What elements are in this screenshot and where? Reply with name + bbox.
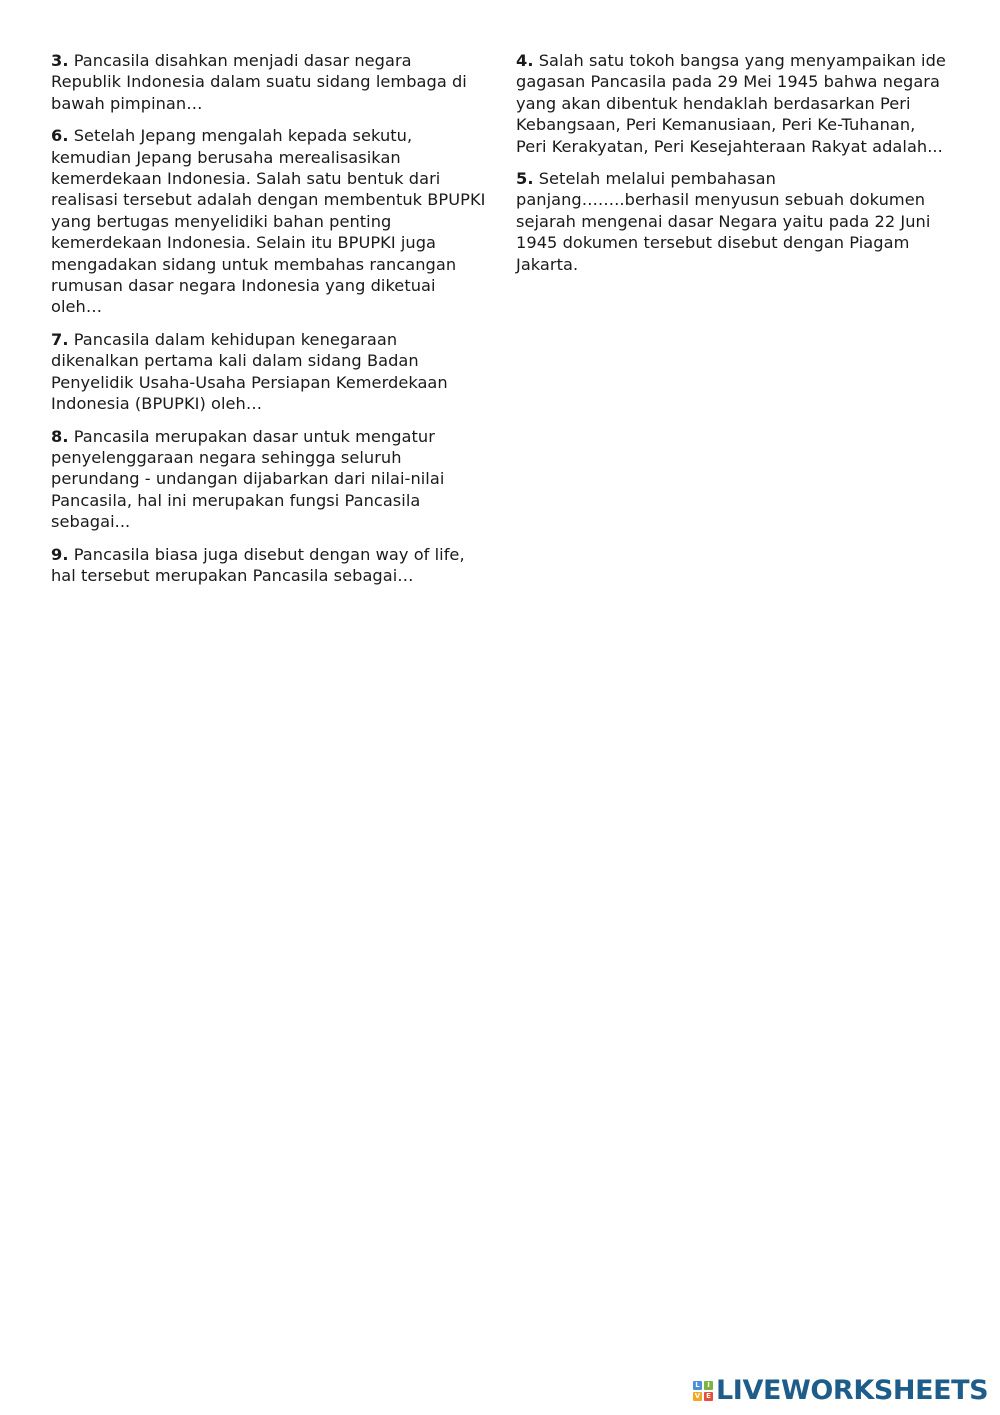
question-text: Pancasila merupakan dasar untuk mengatur penyelenggaraan negara sehingga seluruh perundang - undangan dijabarkan dari nilai-nilai Pancasila, hal ini merupakan fungsi Pancasila sebagai...	[51, 426, 445, 532]
question-5	[516, 168, 951, 275]
question-3	[51, 50, 486, 114]
question-7	[51, 329, 486, 415]
question-text: Setelah Jepang mengalah kepada sekutu, kemudian Jepang berusaha merealisasikan kemerdekaan Indonesia. Salah satu bentuk dari realisasi tersebut adalah dengan membentuk BPUPKI yang bertugas menyelidiki bahan penting kemerdekaan Indonesia. Selain itu BPUPKI juga mengadakan sidang untuk membahas rancangan rumusan dasar negara Indonesia yang diketuai oleh…	[51, 126, 486, 317]
question-number: 5.	[516, 169, 534, 189]
question-number: 3.	[51, 51, 69, 70]
question-number: 9.	[51, 544, 69, 564]
question-8	[51, 426, 486, 533]
left-column	[51, 50, 486, 597]
logo-icon	[693, 1381, 713, 1401]
question-text: Salah satu tokoh bangsa yang menyampaikan ide gagasan Pancasila pada 29 Mei 1945 bahwa negara yang akan dibentuk hendaklah berdasarkan Peri Kebangsaan, Peri Kemanusiaan, Peri Ke-Tuhanan, Peri Kerakyatan, Peri Kesejahteraan Rakyat adalah...	[516, 51, 946, 156]
liveworksheets-logo	[693, 1376, 988, 1406]
logo-cell-v: V	[694, 1392, 701, 1400]
question-text: Pancasila biasa juga disebut dengan way of life, hal tersebut merupakan Pancasila sebagai…	[51, 544, 465, 585]
logo-text: LIVEWORKSHEETS	[716, 1375, 989, 1406]
logo-cell-e: E	[704, 1392, 713, 1401]
question-6	[51, 125, 486, 318]
question-text: Pancasila dalam kehidupan kenegaraan dikenalkan pertama kali dalam sidang Badan Penyelidik Usaha-Usaha Persiapan Kemerdekaan Indonesia (BPUPKI) oleh…	[51, 329, 448, 414]
question-number: 4.	[516, 51, 534, 70]
logo-cell-l: L	[693, 1381, 702, 1390]
question-number: 7.	[51, 329, 69, 349]
question-text: Setelah melalui pembahasan panjang….….berhasil menyusun sebuah dokumen sejarah mengenai dasar Negara yaitu pada 22 Juni 1945 dokumen tersebut disebut dengan Piagam Jakarta.	[516, 169, 931, 274]
question-4	[516, 50, 951, 157]
question-number: 6.	[51, 126, 69, 146]
question-text: Pancasila disahkan menjadi dasar negara Republik Indonesia dalam suatu sidang lembaga di bawah pimpinan…	[51, 51, 467, 113]
question-number: 8.	[51, 426, 69, 446]
logo-cell-i: I	[704, 1381, 713, 1390]
right-column	[516, 50, 951, 286]
question-9	[51, 544, 486, 587]
